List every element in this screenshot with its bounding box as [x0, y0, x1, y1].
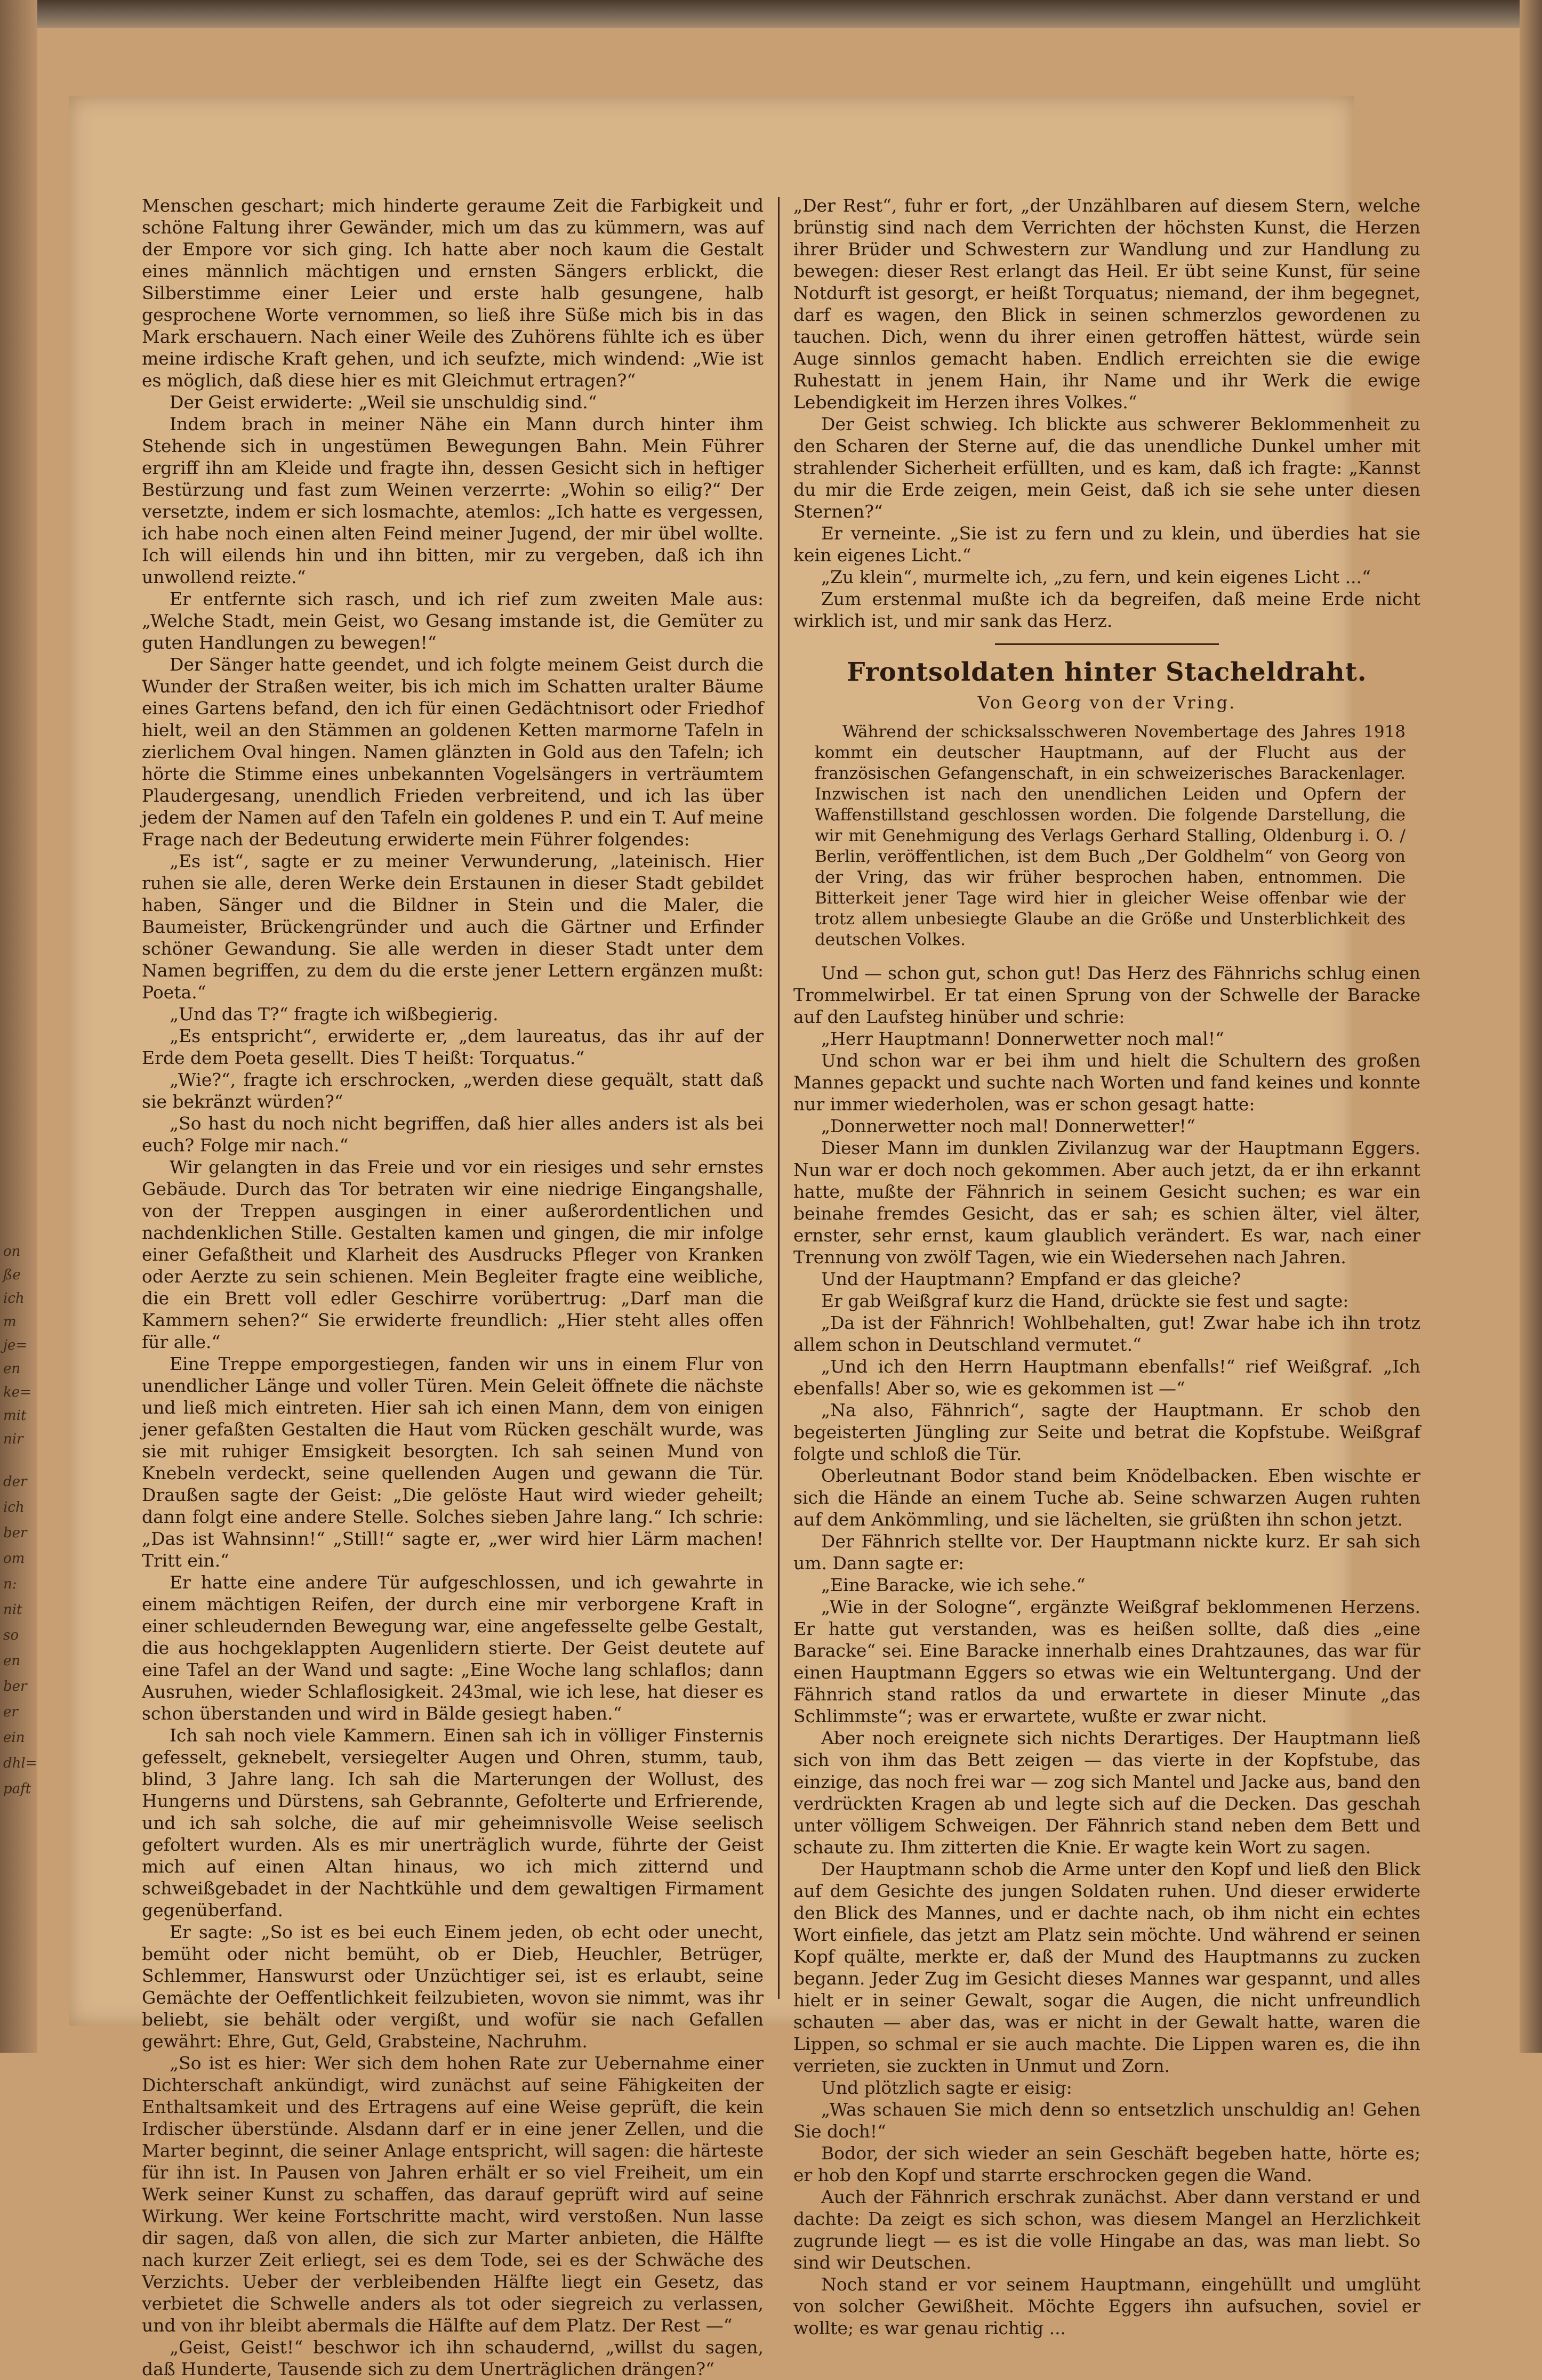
gutter-fragment: ich: [3, 1290, 25, 1306]
paragraph: Dieser Mann im dunklen Zivilanzug war der Hauptmann Eggers. Nun war er doch noch gekommen. Aber auch jetzt, da er ihn erkannt hatte, mußte der Fähnrich in seinem Gesicht suchen; es war ein beinahe fremdes Gesicht, das er sah; es schien älter, viel älter, ernster, sehr ernst, kaum glaublich verändert. Es war, nach einer Trennung von zwölf Tagen, wie ein Wiedersehen nach Jahren.: [793, 1137, 1420, 1268]
paragraph: Der Hauptmann schob die Arme unter den Kopf und ließ den Blick auf dem Gesichte des jungen Soldaten ruhen. Und dieser erwiderte den Blick des Mannes, und er dachte nach, ob ihm nicht ein echtes Wort einfiele, das jetzt am Platz sein möchte. Und während er seinen Kopf quälte, merkte er, daß der Mund des Hauptmanns zu zucken begann. Jeder Zug im Gesicht dieses Mannes war gespannt, und alles hielt er in seiner Gewalt, sogar die Augen, die nicht unfreundlich schauten — aber das, was er nicht in der Gewalt hatte, waren die Lippen, so schmal er sie auch machte. Die Lippen waren es, die ihn verrieten, sie zuckten in Unmut und Zorn.: [793, 1859, 1420, 2076]
paragraph: „Wie in der Sologne“, ergänzte Weißgraf beklommenen Herzens. Er hatte gut verstanden, was es heißen sollte, daß dies „eine Baracke“ sei. Eine Baracke innerhalb eines Drahtzaunes, das war für einen Hauptmann Eggers so etwas wie ein Weltuntergang. Und der Fähnrich stand ratlos da und erwartete in dieser Minute „das Schlimmste“; was er erwartete, wußte er zwar nicht.: [793, 1596, 1420, 1726]
paragraph: Er gab Weißgraf kurz die Hand, drückte sie fest und sagte:: [821, 1290, 1349, 1311]
paragraph: Und plötzlich sagte er eisig:: [821, 2077, 1072, 2098]
paragraph: Menschen geschart; mich hinderte geraume Zeit die Farbigkeit und schöne Faltung ihrer Gewänder, mich um das zu kümmern, was auf der Empore vor sich ging. Ich hatte aber noch kaum die Gestalt eines männlich mächtigen und ernsten Sängers erblickt, die Silberstimme einer Leier und erste halb gesungene, halb gesprochene Worte vernommen, so ließ ihre Süße mich bis in das Mark erschauern. Nach einer Weile des Zuhörens fühlte ich es über meine irdische Kraft gehen, und ich seufzte, mich windend: „Wie ist es möglich, daß diese hier es mit Gleichmut ertragen?“: [142, 195, 764, 391]
gutter-fragment: ein: [3, 1730, 25, 1746]
paragraph: Und der Hauptmann? Empfand er das gleiche?: [821, 1269, 1241, 1289]
paragraph: Der Geist schwieg. Ich blickte aus schwerer Beklommenheit zu den Scharen der Sterne auf, die das unendliche Dunkel umher mit strahlender Sicherheit erfüllten, und es kam, daß ich fragte: „Kannst du mir die Erde zeigen, mein Geist, daß ich sie sehe unter diesen Sternen?“: [793, 414, 1420, 522]
gutter-fragment: ße: [3, 1267, 21, 1283]
paragraph: „Und das T?“ fragte ich wißbegierig.: [170, 1004, 499, 1024]
paragraph: „Donnerwetter noch mal! Donnerwetter!“: [821, 1116, 1195, 1136]
gutter-fragment: om: [3, 1551, 25, 1567]
paragraph: Aber noch ereignete sich nichts Derartiges. Der Hauptmann ließ sich von ihm das Bett zeigen — das vierte in der Kopfstube, das einzige, das noch frei war — zog sich Mantel und Jacke aus, band den verdrückten Kragen ab und legte sich auf die Decken. Das geschah unter völligem Schweigen. Der Fähnrich stand neben dem Bett und schaute zu. Ihm zitterten die Knie. Er wagte kein Wort zu sagen.: [793, 1728, 1420, 1858]
article-intro: [793, 722, 1420, 950]
scan-right-edge: [1520, 0, 1542, 2053]
paragraph: Noch stand er vor seinem Hauptmann, eingehüllt und umglüht von solcher Gewißheit. Möchte Eggers ihn aufsuchen, soviel er wollte; es war genau richtig ...: [793, 2274, 1420, 2338]
gutter-fragment: ke=: [3, 1384, 31, 1400]
paragraph: Der Geist erwiderte: „Weil sie unschuldig sind.“: [170, 392, 597, 413]
gutter-fragment: ber: [3, 1679, 27, 1695]
paragraph: Der Sänger hatte geendet, und ich folgte meinem Geist durch die Wunder der Straßen weiter, bis ich mich im Schatten uralter Bäume eines Gartens befand, den ich für einen Gedächtnisort oder Friedhof hielt, weil an den Stämmen an goldenen Ketten marmorne Tafeln in zierlichem Oval hingen. Namen glänzten in Gold aus den Tafeln; ich hörte die Stimme eines unbekannten Vogelsängers in verträumtem Plaudergesang, unendlich Frieden verbreitend, und ich las über jedem der Namen auf den Tafeln ein goldenes P. und ein T. Auf meine Frage nach der Bedeutung erwiderte mein Führer folgendes:: [142, 654, 764, 850]
paragraph: „Da ist der Fähnrich! Wohlbehalten, gut! Zwar habe ich ihn trotz allem schon in Deutschland vermutet.“: [793, 1312, 1420, 1355]
paragraph: „Wie?“, fragte ich erschrocken, „werden diese gequält, statt daß sie bekränzt würden?“: [142, 1069, 764, 1112]
right-column: [793, 195, 1420, 2338]
gutter-fragment: paft: [3, 1781, 31, 1797]
paragraph: „So ist es hier: Wer sich dem hohen Rate zur Uebernahme einer Dichterschaft ankündigt, wird zunächst auf seine Fähigkeiten der Enthaltsamkeit und des Ertragens auf eine Weise geprüft, die kein Irdischer überstünde. Alsdann darf er in eine jener Zellen, und die Marter beginnt, die seiner Anlage entspricht, will sagen: die härteste für ihn ist. In Pausen von Jahren erhält er so viel Freiheit, um ein Werk seiner Kunst zu schaffen, das darauf geprüft wird auf seine Wirkung. Wer keine Fortschritte macht, wird verstoßen. Nun lasse dir sagen, daß von allen, die sich zur Marter anbieten, die Hälfte nach kurzer Zeit erliegt, sei es dem Tode, sei es der Schwäche des Verzichts. Ueber der verbleibenden Hälfte liegt ein Gesetz, das verbietet die Schwelle anders als tot oder siegreich zu verlassen, und von ihr bleibt abermals die Hälfte auf dem Platz. Der Rest —“: [142, 2053, 764, 2336]
gutter-fragment: nit: [3, 1602, 22, 1618]
paragraph: Er sagte: „So ist es bei euch Einem jeden, ob echt oder unecht, bemüht oder nicht bemüht, ob er Dieb, Heuchler, Betrüger, Schlemmer, Hanswurst oder Unzüchtiger sei, ist es erlaubt, seine Gemächte der Oeffentlichkeit feilzubieten, wovon sie nimmt, was ihr beliebt, sie behält oder vergißt, und wofür sie nach Gefallen gewährt: Ehre, Gut, Geld, Grabsteine, Nachruhm.: [142, 1922, 764, 2052]
paragraph: Wir gelangten in das Freie und vor ein riesiges und sehr ernstes Gebäude. Durch das Tor betraten wir eine niedrige Eingangshalle, von der Treppen ausgingen in einer außerordentlichen und nachdenklichen Stille. Gestalten kamen und gingen, die mir infolge einer Gefaßtheit und Klarheit des Ausdrucks Pfleger von Kranken oder Aerzte zu sein schienen. Mein Begleiter fragte eine weibliche, die ein Brett voll edler Geschirre vorübertrug: „Darf man die Kammern sehen?“ Sie erwiderte freundlich: „Hier steht alles offen für alle.“: [142, 1157, 764, 1352]
gutter-fragment: je=: [3, 1337, 28, 1353]
paragraph: „Na also, Fähnrich“, sagte der Hauptmann. Er schob den begeisterten Jüngling zur Seite und betrat die Kopfstube. Weißgraf folgte und schloß die Tür.: [793, 1400, 1420, 1464]
gutter-fragment: er: [3, 1704, 18, 1720]
paragraph: Zum erstenmal mußte ich da begreifen, daß meine Erde nicht wirklich ist, und mir sank das Herz.: [793, 588, 1420, 631]
gutter-fragment: dhl=: [3, 1755, 37, 1771]
paragraph: „Und ich den Herrn Hauptmann ebenfalls!“ rief Weißgraf. „Ich ebenfalls! Aber so, wie es gekommen ist —“: [793, 1356, 1420, 1399]
paragraph: Oberleutnant Bodor stand beim Knödelbacken. Eben wischte er sich die Hände an einem Tuche ab. Seine schwarzen Augen ruhten auf dem Ankömmling, und sie lächelten, sie grüßten ihn schon jetzt.: [793, 1465, 1420, 1530]
gutter-fragment: mit: [3, 1408, 27, 1424]
paragraph: Auch der Fähnrich erschrak zunächst. Aber dann verstand er und dachte: Da zeigt es sich schon, was diesem Mangel an Herzlichkeit zugrunde liegt — es ist die volle Hingabe an das, was man liebt. So sind wir Deutschen.: [793, 2187, 1420, 2273]
gutter-fragment: so: [3, 1627, 19, 1643]
paragraph: Eine Treppe emporgestiegen, fanden wir uns in einem Flur von unendlicher Länge und voller Türen. Mein Geleit öffnete die nächste und ließ mich eintreten. Hier sah ich einen Mann, dem von einigen jener gefaßten Gestalten die Haut vom Rücken geschält wurde, was sie mit ruhiger Emsigkeit besorgten. Ich sah seinen Mund von Knebeln verdeckt, seine quellenden Augen und gewann die Tür. Draußen sagte der Geist: „Die gelöste Haut wird wieder geheilt; dann folgt eine andere Stelle. Solches sieben Jahre lang.“ Ich schrie: „Das ist Wahnsinn!“ „Still!“ sagte er, „wer wird hier Lärm machen! Tritt ein.“: [142, 1353, 764, 1571]
paragraph: Indem brach in meiner Nähe ein Mann durch hinter ihm Stehende sich in ungestümen Bewegungen Bahn. Mein Führer ergriff ihn am Kleide und fragte ihn, dessen Gesicht sich in heftiger Bestürzung und fast zum Weinen verzerrte: „Wohin so eilig?“ Der versetzte, indem er sich losmachte, atemlos: „Ich hatte es vergessen, ich habe noch einen alten Feind meiner Jugend, der mir übel wollte. Ich will eilends hin und ihn bitten, mir zu vergeben, daß ich ihn unwollend reizte.“: [142, 414, 764, 587]
paragraph: „Was schauen Sie mich denn so entsetzlich unschuldig an! Gehen Sie doch!“: [793, 2099, 1420, 2142]
continued-story-end: [793, 195, 1420, 632]
paragraph: Bodor, der sich wieder an sein Geschäft begeben hatte, hörte es; er hob den Kopf und starrte erschrocken gegen die Wand.: [793, 2143, 1420, 2185]
paragraph: „Herr Hauptmann! Donnerwetter noch mal!“: [821, 1028, 1224, 1049]
gutter-fragment: der: [3, 1474, 27, 1490]
paragraph: „Eine Baracke, wie ich sehe.“: [821, 1575, 1086, 1595]
paragraph: Er verneinte. „Sie ist zu fern und zu klein, und überdies hat sie kein eigenes Licht.“: [793, 523, 1420, 566]
paragraph: Er entfernte sich rasch, und ich rief zum zweiten Male aus: „Welche Stadt, mein Geist, wo Gesang imstande ist, die Gemüter zu guten Handlungen zu bewegen!“: [142, 588, 764, 653]
gutter-fragment: on: [3, 1244, 21, 1260]
paragraph: Und schon war er bei ihm und hielt die Schultern des großen Mannes gepackt und suchte nach Worten und fand keines und konnte nur immer wiederholen, was er schon gesagt hatte:: [793, 1050, 1420, 1115]
newspaper-page: [69, 96, 1420, 2379]
article-body: [793, 962, 1420, 2339]
article-separator-rule: [995, 643, 1219, 645]
paragraph: „Der Rest“, fuhr er fort, „der Unzählbaren auf diesem Stern, welche brünstig sind nach dem Verrichten der höchsten Kunst, die Herzen ihrer Brüder und Schwestern zur Wandlung und zur Handlung zu bewegen: dieser Rest erlangt das Heil. Er übt seine Kunst, für seine Notdurft ist gesorgt, er heißt Torquatus; niemand, der ihm begegnet, darf es wagen, den Blick in seinen schmerzlos gewordenen zu tauchen. Dich, wenn du ihrer einen getroffen hättest, würde sein Auge sinnlos gemacht haben. Endlich erreichten sie die ewige Ruhestatt in jenem Hain, ihr Name und ihr Werk die ewige Lebendigkeit im Herzen ihres Volkes.“: [793, 195, 1420, 413]
article-byline: Von Georg von der Vring.: [977, 692, 1236, 713]
paragraph: „Zu klein“, murmelte ich, „zu fern, und kein eigenes Licht ...“: [821, 567, 1371, 587]
paragraph: Der Fähnrich stellte vor. Der Hauptmann nickte kurz. Er sah sich um. Dann sagte er:: [793, 1531, 1420, 1574]
gutter-fragment: nir: [3, 1431, 23, 1447]
left-column: [142, 195, 764, 2379]
gutter-fragment: en: [3, 1653, 21, 1669]
gutter-fragment: en: [3, 1361, 21, 1377]
paragraph: „Geist, Geist!“ beschwor ich ihn schaudernd, „willst du sagen, daß Hunderte, Tausende sich zu dem Unerträglichen drängen?“: [142, 2337, 764, 2379]
paragraph: „Es entspricht“, erwiderte er, „dem laureatus, das ihr auf der Erde dem Poeta gesellt. Dies T heißt: Torquatus.“: [142, 1026, 764, 1068]
paragraph: Ich sah noch viele Kammern. Einen sah ich in völliger Finsternis gefesselt, geknebelt, versiegelter Augen und Ohren, stumm, taub, blind, 3 Jahre lang. Ich sah die Marterungen der Wollust, des Hungerns und Dürstens, sah Gebrannte, Gefolterte und Erfrierende, und ich sah solche, die auf mir geheimnisvolle Weise seelisch gefoltert wurden. Als es mir unerträglich wurde, führte der Geist mich auf einen Altan hinaus, wo ich mich zitternd und schweißgebadet in der Nachtkühle und dem gewaltigen Firmament gegenüberfand.: [142, 1725, 764, 1921]
paragraph: „Es ist“, sagte er zu meiner Verwunderung, „lateinisch. Hier ruhen sie alle, deren Werke dein Erstaunen in dieser Stadt gebildet haben, Sänger und die Bildner in Stein und die Maler, die Baumeister, Brückengründer und auch die Gärtner und Erfinder schöner Gewandung. Sie alle werden in dieser Stadt unter dem Namen begriffen, zu dem du die erste jener Lettern ergänzen mußt: Poeta.“: [142, 851, 764, 1003]
scan-top-edge: [0, 0, 1542, 28]
gutter-fragment: n:: [3, 1576, 17, 1592]
gutter-fragment: m: [3, 1314, 17, 1330]
paragraph: Und — schon gut, schon gut! Das Herz des Fähnrichs schlug einen Trommelwirbel. Er tat einen Sprung von der Schwelle der Baracke auf den Laufsteg hinüber und schrie:: [793, 963, 1420, 1027]
article-intro-text: Während der schicksalsschweren Novembertage des Jahres 1918 kommt ein deutscher Hauptmann, auf der Flucht aus der französischen Gefangenschaft, in ein schweizerisches Barackenlager. Inzwischen ist nach den unendlichen Leiden und Opfern der Waffenstillstand geschlossen worden. Die folgende Darstellung, die wir mit Genehmigung des Verlags Gerhard Stalling, Oldenburg i. O. / Berlin, veröffentlichen, ist dem Buch „Der Goldhelm“ von Georg von der Vring, das wir früher besprochen haben, entnommen. Die Bitterkeit jener Tage wird hier in gleicher Weise offenbar wie der trotz allem unbesiegte Glaube an die Größe und Unsterblichkeit des deutschen Volkes.: [815, 722, 1406, 949]
gutter-fragment: ber: [3, 1525, 27, 1541]
column-divider: [778, 197, 780, 1999]
article-title: Frontsoldaten hinter Stacheldraht.: [847, 657, 1367, 687]
paragraph: Er hatte eine andere Tür aufgeschlossen, und ich gewahrte in einem mächtigen Reifen, der durch eine mir verborgene Kraft in einer schleudernden Bewegung war, eine angefesselte gelbe Gestalt, die aus hochgeklappten Augenlidern stierte. Der Geist deutete auf eine Tafel an der Wand und sagte: „Eine Woche lang schlaflos; dann Ausruhen, wieder Schlaflosigkeit. 243mal, wie ich lese, hat dieser es schon überstanden und wird in Bälde gesiegt haben.“: [142, 1572, 764, 1724]
paragraph: „So hast du noch nicht begriffen, daß hier alles anders ist als bei euch? Folge mir nach.“: [142, 1113, 764, 1156]
gutter-fragment: ich: [3, 1499, 25, 1515]
